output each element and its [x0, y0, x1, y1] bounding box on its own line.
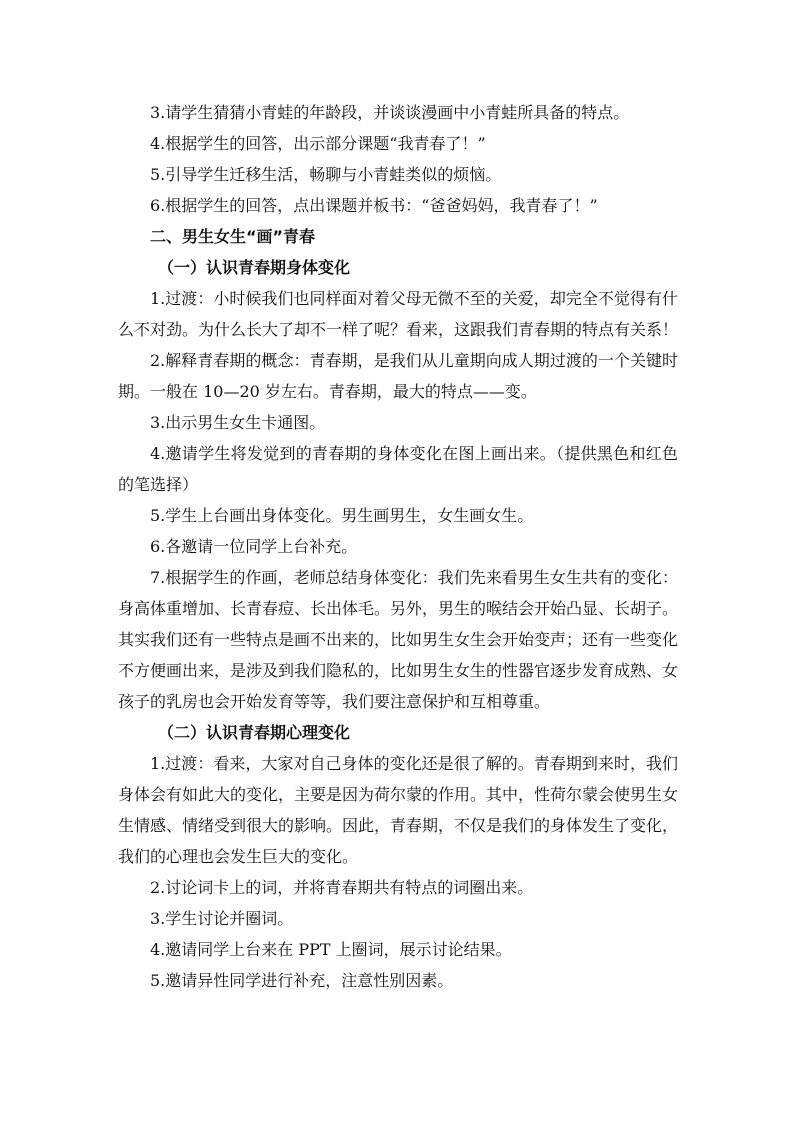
body-item-1: 1.过渡：小时候我们也同样面对着父母无微不至的关爱，却完全不觉得有什么不对劲。为什么长大了却不一样了呢？看来，这跟我们青春期的特点有关系！	[118, 289, 679, 339]
intro-item-5: 5.引导学生迁移生活，畅聊与小青蛙类似的烦恼。	[150, 165, 502, 184]
body-item-6: 6.各邀请一位同学上台补充。	[150, 537, 358, 556]
intro-item-3: 3.请学生猜猜小青蛙的年龄段，并谈谈漫画中小青蛙所具备的特点。	[150, 103, 630, 122]
body-item-3: 3.出示男生女生卡通图。	[150, 413, 326, 432]
document-page	[118, 97, 678, 996]
body-item-5: 5.学生上台画出身体变化。男生画男生，女生画女生。	[150, 506, 534, 525]
body-item-7: 7.根据学生的作画，老师总结身体变化：我们先来看男生女生共有的变化：身高体重增加、长青春痘、长出体毛。另外，男生的喉结会开始凸显、长胡子。其实我们还有一些特点是画不出来的，比如男生女生会开始变声；还有一些变化不方便画出来，是涉及到我们隐私的，比如男生女生的性器官逐步发育成熟、女孩子的乳房也会开始发育等等，我们要注意保护和互相尊重。	[118, 568, 679, 711]
body-item-2: 2.解释青春期的概念：青春期，是我们从儿童期向成人期过渡的一个关键时期。一般在 10—20 岁左右。青春期，最大的特点——变。	[118, 351, 678, 401]
intro-item-4: 4.根据学生的回答，出示部分课题“我青春了！”	[150, 134, 486, 153]
subsection-heading-mind: （二）认识青春期心理变化	[158, 723, 351, 742]
mind-item-4: 4.邀请同学上台来在 PPT 上圈词，展示讨论结果。	[150, 940, 512, 959]
body-item-4: 4.邀请学生将发觉到的青春期的身体变化在图上画出来。（提供黑色和红色的笔选择）	[118, 444, 678, 494]
mind-item-1: 1.过渡：看来，大家对自己身体的变化还是很了解的。青春期到来时，我们身体会有如此大的变化，主要是因为荷尔蒙的作用。其中，性荷尔蒙会使男生女生情感、情绪受到很大的影响。因此，青春期，不仅是我们的身体发生了变化，我们的心理也会发生巨大的变化。	[118, 754, 679, 866]
mind-item-2: 2.讨论词卡上的词，并将青春期共有特点的词圈出来。	[150, 878, 534, 897]
mind-item-3: 3.学生讨论并圈词。	[150, 909, 294, 928]
mind-item-5: 5.邀请异性同学进行补充，注意性别因素。	[150, 971, 454, 990]
section-heading: 二、男生女生“画”青春	[150, 227, 316, 246]
intro-item-6: 6.根据学生的回答，点出课题并板书：“爸爸妈妈，我青春了！”	[150, 196, 598, 215]
subsection-heading-body: （一）认识青春期身体变化	[158, 258, 351, 277]
